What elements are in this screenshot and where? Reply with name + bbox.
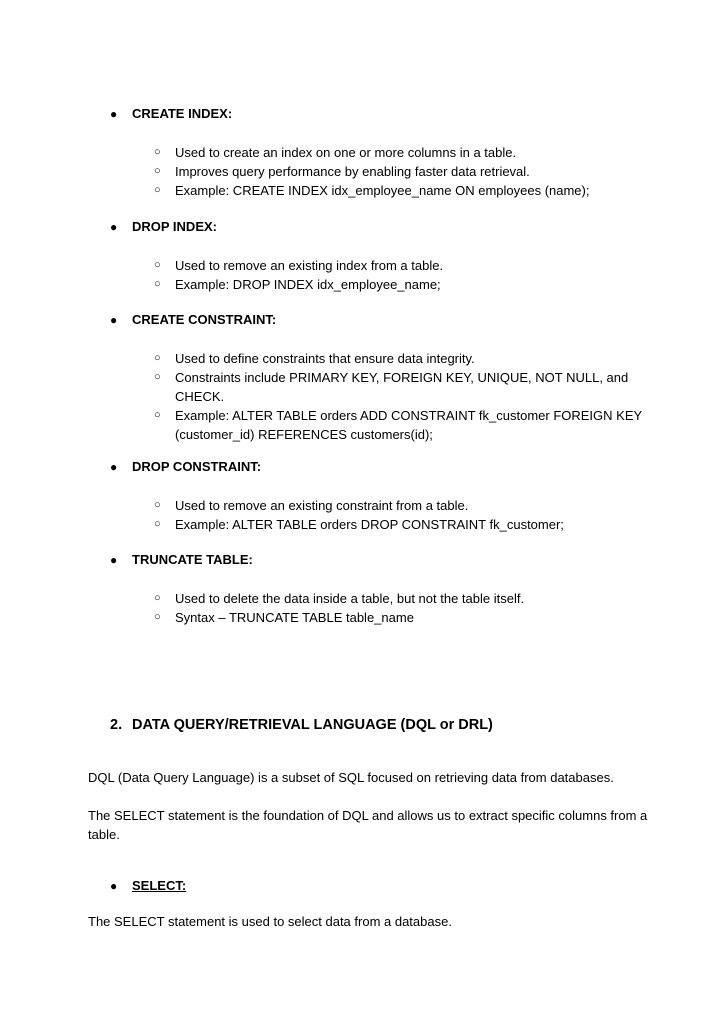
heading-text: CREATE INDEX: xyxy=(132,106,233,121)
list-item: ○ Used to create an index on one or more columns in a table. xyxy=(154,145,517,160)
heading-text: DROP CONSTRAINT: xyxy=(132,459,262,474)
select-paragraph: The SELECT statement is used to select data from a database. xyxy=(88,914,452,929)
dql-paragraph-2: The SELECT statement is the foundation of DQL and allows us to extract specific columns from a table. xyxy=(88,808,648,842)
heading-title: DATA QUERY/RETRIEVAL LANGUAGE (DQL or DRL) xyxy=(132,717,493,733)
circle-bullet-icon: ○ xyxy=(154,371,161,383)
dql-heading xyxy=(110,716,493,734)
section-drop-constraint xyxy=(110,459,670,534)
select-heading-text: SELECT: xyxy=(132,878,187,893)
list-item: ○ Used to define constraints that ensure data integrity. xyxy=(154,351,475,366)
section-create-index xyxy=(110,106,670,200)
list-item: ○ Example: DROP INDEX idx_employee_name; xyxy=(154,277,441,292)
circle-bullet-icon: ○ xyxy=(154,184,161,196)
bullet-icon: ● xyxy=(110,313,118,327)
section-heading xyxy=(110,459,670,475)
sub-list xyxy=(154,589,670,627)
sub-list xyxy=(154,256,670,294)
dql-paragraph-1: DQL (Data Query Language) is a subset of SQL focused on retrieving data from databases. xyxy=(88,770,614,785)
bullet-icon: ● xyxy=(110,553,118,567)
section-heading xyxy=(110,312,670,328)
section-heading xyxy=(110,552,670,568)
section-drop-index xyxy=(110,219,670,294)
list-item: ○ Used to remove an existing constraint from a table. xyxy=(154,498,469,513)
section-create-constraint xyxy=(110,312,670,444)
circle-bullet-icon: ○ xyxy=(154,278,161,290)
circle-bullet-icon: ○ xyxy=(154,611,161,623)
circle-bullet-icon: ○ xyxy=(154,165,161,177)
list-item: ○ Example: ALTER TABLE orders DROP CONSTRAINT fk_customer; xyxy=(154,517,564,532)
circle-bullet-icon: ○ xyxy=(154,409,161,421)
heading-number: 2. xyxy=(110,717,123,733)
bullet-icon: ● xyxy=(110,107,118,121)
heading-text: CREATE CONSTRAINT: xyxy=(132,312,277,327)
section-heading xyxy=(110,106,670,122)
circle-bullet-icon: ○ xyxy=(154,592,161,604)
section-truncate-table xyxy=(110,552,670,627)
list-item: ○ Used to remove an existing index from a table. xyxy=(154,258,444,273)
sub-list xyxy=(154,143,670,200)
circle-bullet-icon: ○ xyxy=(154,499,161,511)
bullet-icon: ● xyxy=(110,460,118,474)
circle-bullet-icon: ○ xyxy=(154,146,161,158)
circle-bullet-icon: ○ xyxy=(154,352,161,364)
circle-bullet-icon: ○ xyxy=(154,518,161,530)
section-heading xyxy=(110,219,670,235)
list-item: ○ Used to delete the data inside a table, but not the table itself. xyxy=(154,591,525,606)
heading-text: TRUNCATE TABLE: xyxy=(132,552,253,567)
list-item: ○ Improves query performance by enabling faster data retrieval. xyxy=(154,164,530,179)
list-item: ○ Constraints include PRIMARY KEY, FOREIGN KEY, UNIQUE, NOT NULL, and CHECK. xyxy=(154,370,629,404)
heading-text: DROP INDEX: xyxy=(132,219,217,234)
bullet-icon: ● xyxy=(110,879,118,893)
list-item: ○ Example: ALTER TABLE orders ADD CONSTRAINT fk_customer FOREIGN KEY (customer_id) REFERENCES customers(id); xyxy=(154,408,642,442)
list-item: ○ Syntax – TRUNCATE TABLE table_name xyxy=(154,610,414,625)
circle-bullet-icon: ○ xyxy=(154,259,161,271)
list-item: ○ Example: CREATE INDEX idx_employee_name ON employees (name); xyxy=(154,183,590,198)
select-heading xyxy=(110,878,186,894)
bullet-icon: ● xyxy=(110,220,118,234)
sub-list xyxy=(154,349,670,444)
sub-list xyxy=(154,496,670,534)
